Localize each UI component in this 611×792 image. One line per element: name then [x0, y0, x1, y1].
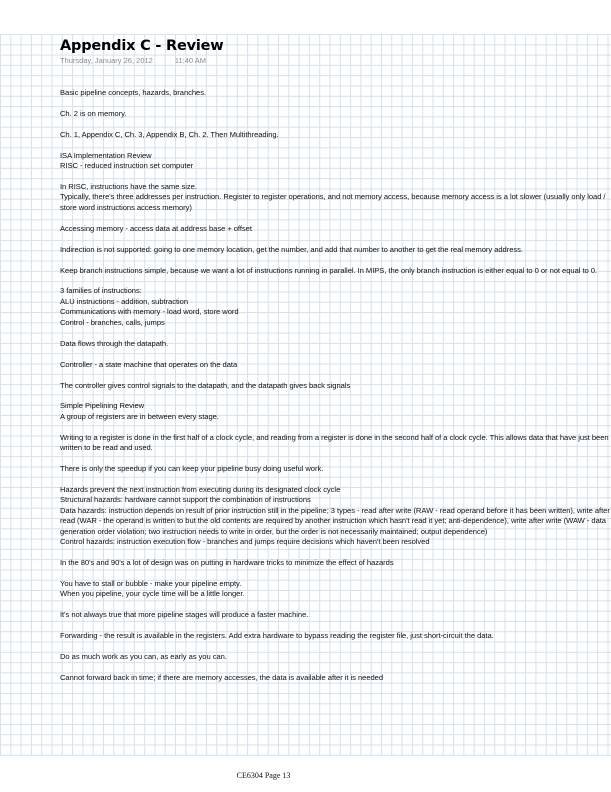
note-line: Structural hazards: hardware cannot support the combination of instructions: [60, 495, 311, 505]
note-line: Indirection is not supported: going to one memory location, get the number, and add that number to another to get the real memory address.: [60, 244, 523, 254]
note-paragraph: [60, 631, 610, 641]
page-title[interactable]: Appendix C - Review: [60, 38, 224, 54]
note-paragraph: [60, 88, 610, 98]
note-line: Simple Pipelining Review: [60, 401, 145, 411]
note-line: There is only the speedup if you can keep your pipeline busy doing useful work.: [60, 464, 324, 474]
note-paragraph: [60, 224, 610, 234]
note-paragraph: [60, 266, 610, 276]
note-paragraph: [60, 286, 610, 328]
note-paragraph: [60, 464, 610, 474]
note-paragraph: [60, 381, 610, 391]
note-line: Data flows through the datapath.: [60, 338, 169, 348]
note-paragraph: [60, 558, 610, 568]
note-line: Keep branch instructions simple, because we want a lot of instructions running in parallel. In MIPS, the only branch instruction is either equal to 0 or not equal to 0.: [60, 265, 597, 275]
note-line: 3 families of instructions:: [60, 286, 142, 296]
note-line: Control - branches, calls, jumps: [60, 317, 165, 327]
note-page: [60, 36, 610, 694]
note-line: Control hazards: instruction execution flow - branches and jumps require decisions which haven't been resolved: [60, 537, 430, 547]
note-line: ISA Implementation Review: [60, 150, 152, 160]
note-line: Accessing memory - access data at address base + offset: [60, 223, 252, 233]
note-line: Controller - a state machine that operates on the data: [60, 359, 238, 369]
note-paragraph: [60, 339, 610, 349]
page-time: 11:40 AM: [174, 56, 206, 65]
note-line: Typically, there's three addresses per instruction. Register to register operations, and not memory access, because memory access is a lot slower (usually only load / store word instructions access memory): [60, 192, 606, 212]
note-line: ALU instructions - addition, subtraction: [60, 296, 189, 306]
note-paragraph: [60, 673, 610, 683]
note-paragraph: [60, 151, 610, 172]
note-line: Forwarding - the result is available in the registers. Add extra hardware to bypass reading the register file, just short-circuit the data.: [60, 631, 494, 641]
note-line: Ch. 2 is on memory.: [60, 108, 127, 118]
note-paragraph: [60, 579, 610, 600]
note-paragraph: [60, 109, 610, 119]
note-line: A group of registers are in between every stage.: [60, 411, 219, 421]
note-paragraph: [60, 182, 610, 213]
note-line: The controller gives control signals to the datapath, and the datapath gives back signals: [60, 380, 351, 390]
note-paragraph: [60, 652, 610, 662]
note-line: It's not always true that more pipeline stages will produce a faster machine.: [60, 610, 309, 620]
note-line: You have to stall or bubble - make your pipeline empty.: [60, 579, 242, 589]
note-line: In RISC, instructions have the same size.: [60, 182, 197, 192]
note-paragraph: [60, 485, 610, 548]
note-line: RISC - reduced instruction set computer: [60, 161, 194, 171]
note-line: Writing to a register is done in the first half of a clock cycle, and reading from a register is done in the second half of a clock cycle. This allows data that have just been written to be read and used.: [60, 432, 609, 453]
note-line: When you pipeline, your cycle time will be a little longer.: [60, 589, 245, 599]
note-line: Cannot forward back in time; if there are memory accesses, the data is available after it is needed: [60, 673, 384, 683]
note-paragraph: [60, 245, 610, 255]
note-line: Do as much work as you can, as early as you can.: [60, 652, 227, 662]
note-paragraph: [60, 433, 610, 454]
page-footer: [0, 771, 611, 780]
note-line: Data hazards: instruction depends on result of prior instruction still in the pipeline; 3 types - read after write (RAW - read operand before it has been written), write after read (WAR - the operand is written to but the old contents are required by another instruction which hasn't read it yet; anti-dependence), write after write (WAW - data generation order violation; two instruction needs to write in order, but the order is not necessarily maintained; output dependence): [60, 505, 610, 536]
note-paragraph: [60, 130, 610, 140]
note-body[interactable]: [60, 88, 610, 684]
page-timestamp: [60, 56, 610, 66]
note-line: Communications with memory - load word, store word: [60, 307, 239, 317]
page-date: Thursday, January 26, 2012: [60, 56, 153, 65]
note-line: Ch. 1, Appendix C, Ch. 3, Appendix B, Ch. 2. Then Multithreading.: [60, 129, 279, 139]
note-line: Basic pipeline concepts, hazards, branches.: [60, 88, 207, 97]
note-paragraph: [60, 610, 610, 620]
page-footer-label: CE6304 Page 13: [236, 771, 291, 780]
note-paragraph: [60, 401, 610, 422]
note-line: Hazards prevent the next instruction from executing during its designated clock cycle: [60, 484, 341, 494]
note-line: In the 80's and 90's a lot of design was on putting in hardware tricks to minimize the effect of hazards: [60, 558, 394, 568]
note-paragraph: [60, 360, 610, 370]
